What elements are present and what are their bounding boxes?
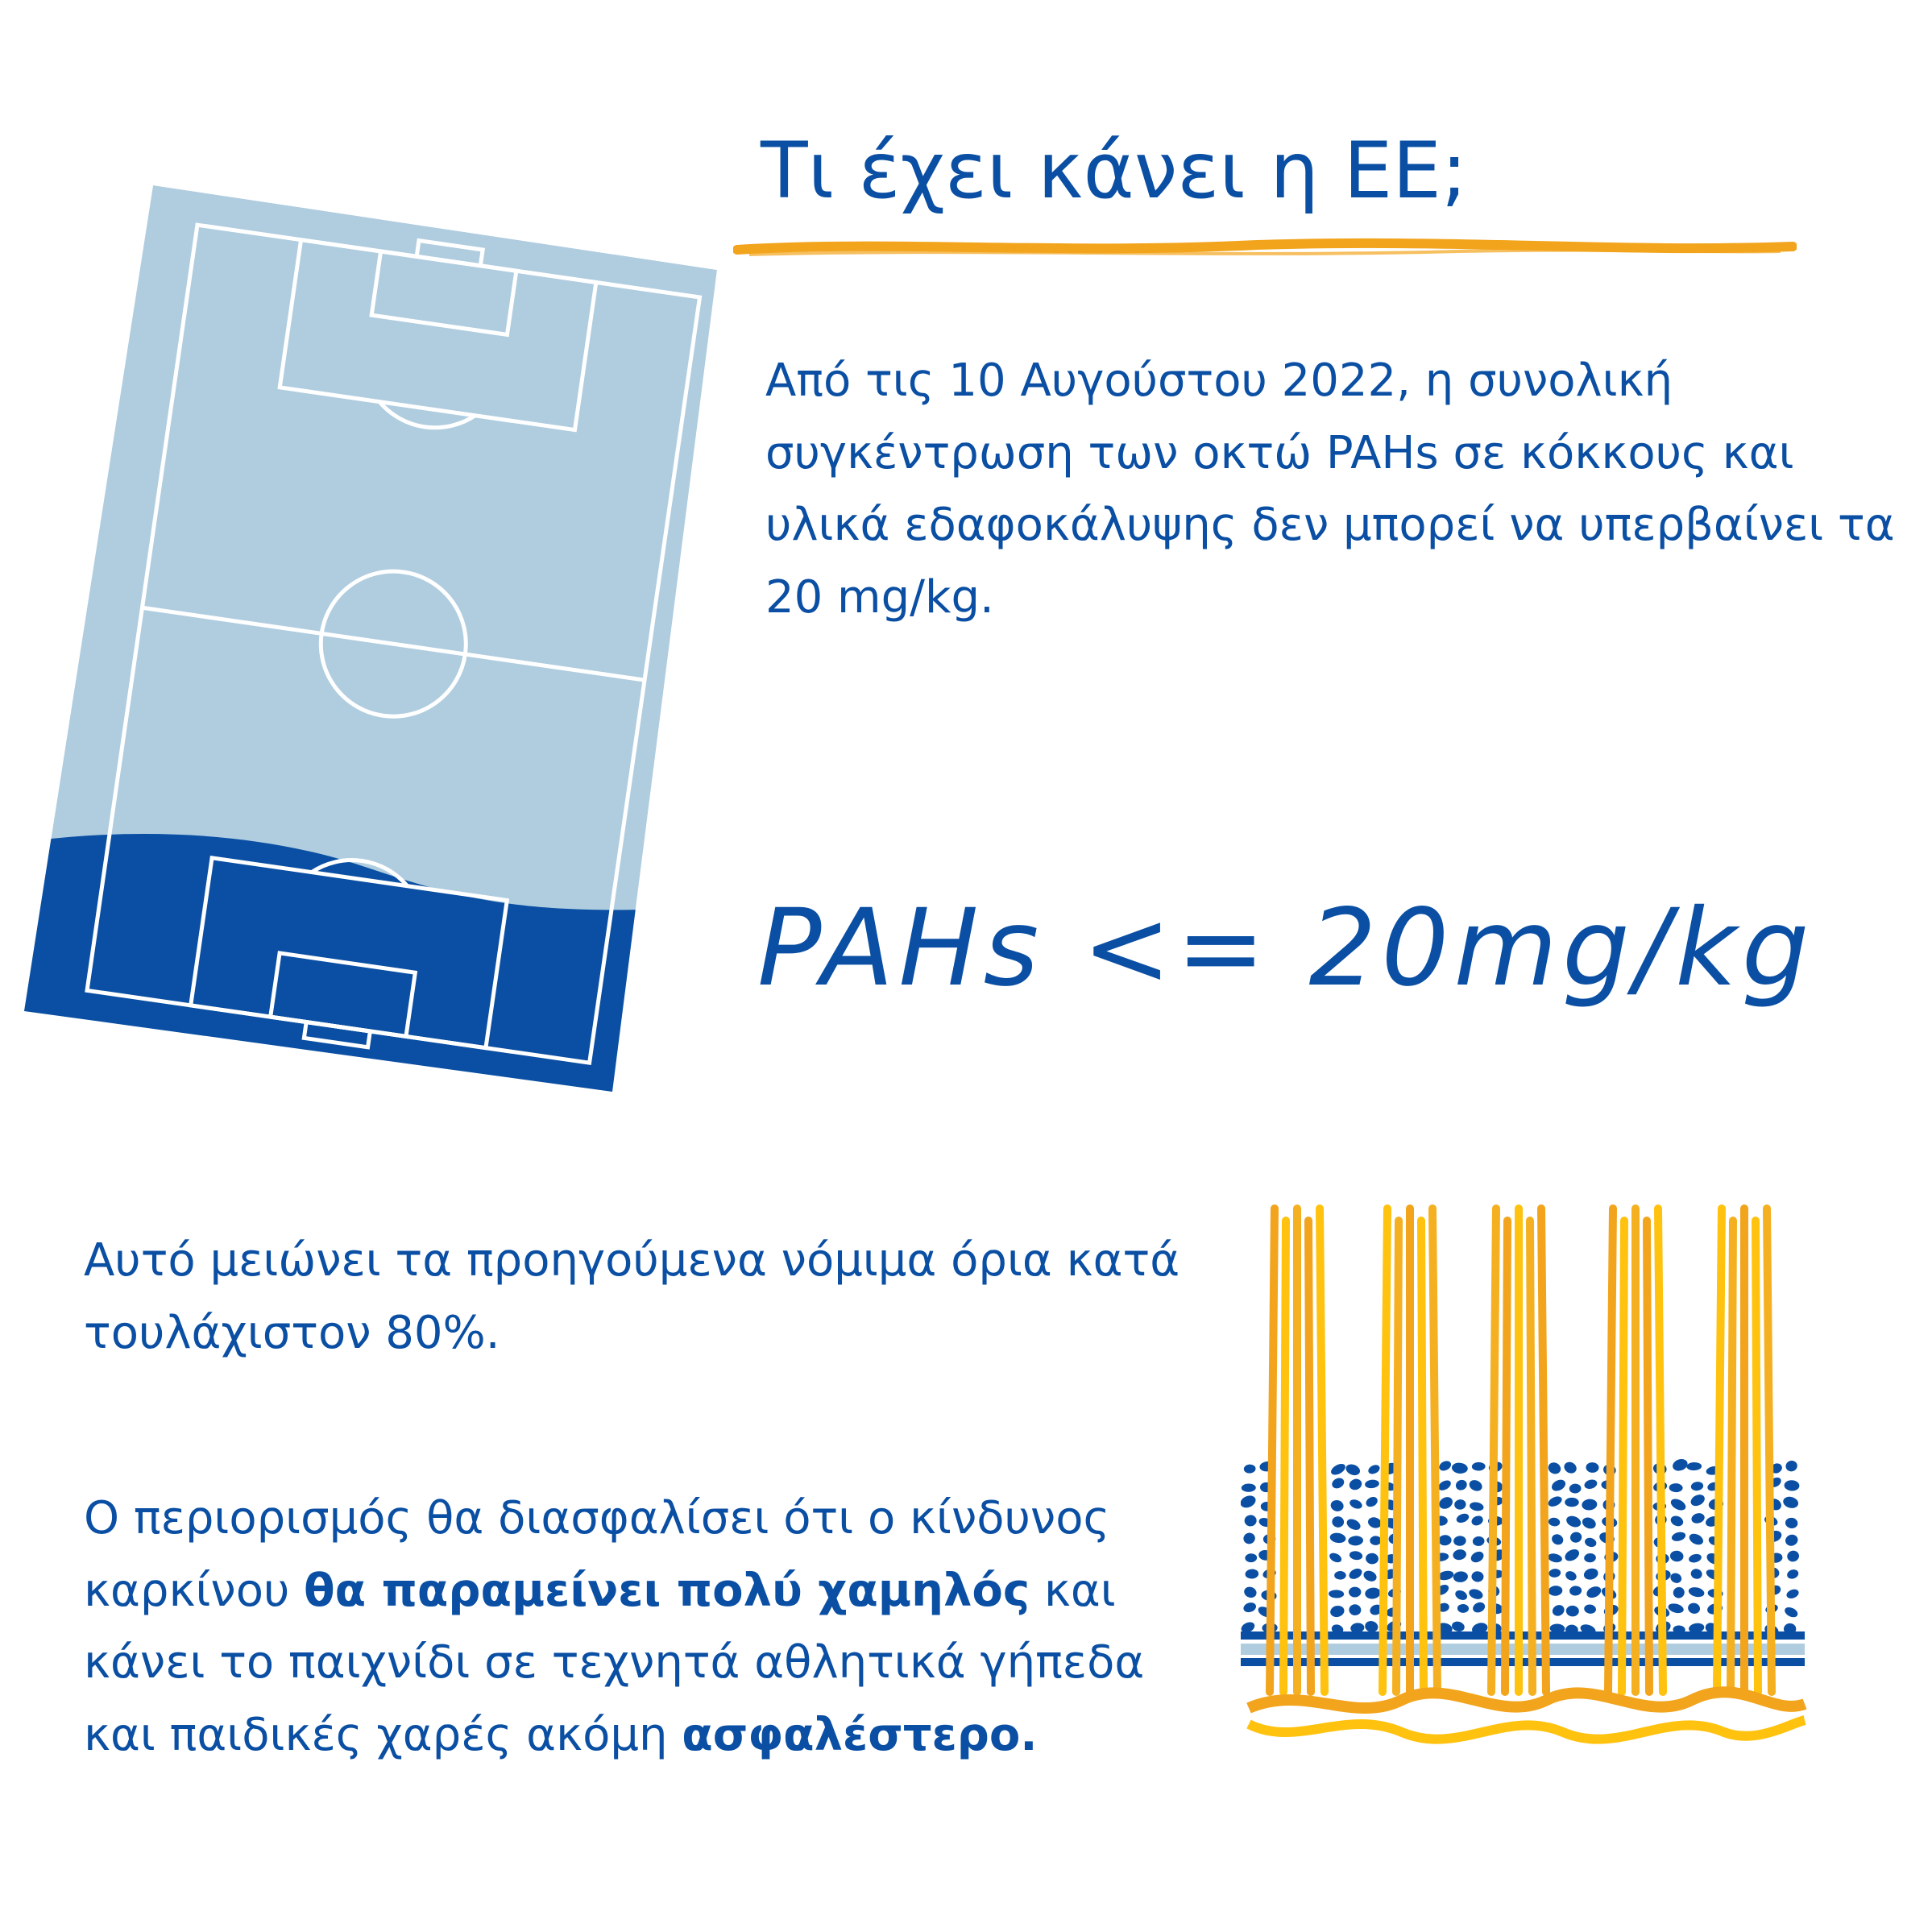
infill-granule	[1785, 1588, 1800, 1600]
infill-granule	[1362, 1569, 1378, 1583]
infill-granule	[1686, 1462, 1702, 1471]
infill-granule	[1548, 1517, 1561, 1527]
restriction-emphasis-1: θα παραμείνει πολύ χαμηλός	[304, 1564, 1030, 1617]
infill-granule	[1438, 1535, 1452, 1546]
infill-granule	[1689, 1568, 1703, 1581]
infill-granule	[1671, 1457, 1689, 1473]
infill-granule	[1329, 1461, 1347, 1477]
infill-granule	[1329, 1590, 1344, 1598]
turf-fibre	[1491, 1209, 1496, 1692]
turf-fibre	[1383, 1209, 1387, 1692]
infill-granule	[1550, 1532, 1565, 1547]
infill-granule	[1454, 1478, 1469, 1492]
turf-fibre	[1421, 1221, 1424, 1692]
infill-granule	[1245, 1569, 1258, 1579]
restriction-paragraph	[84, 1482, 1212, 1771]
infill-granule	[1784, 1533, 1799, 1548]
turf-fibre	[1756, 1221, 1758, 1692]
infill-granule	[1547, 1495, 1564, 1509]
infill-granule	[1687, 1532, 1705, 1547]
infill-granule	[1562, 1460, 1578, 1475]
artificial-turf-illustration	[1241, 1192, 1813, 1805]
infill-granule	[1581, 1515, 1598, 1531]
infill-granule	[1241, 1494, 1258, 1510]
infill-granule	[1786, 1549, 1801, 1563]
infill-granule	[1472, 1536, 1485, 1546]
restriction-text-2: και κάνει το παιχνίδι σε τεχνητά αθλητικά γήπεδα και παιδικές χαρές ακόμη	[84, 1564, 1145, 1761]
infill-granule	[1565, 1498, 1579, 1507]
turf-fibre	[1396, 1221, 1399, 1692]
infill-granule	[1453, 1571, 1468, 1583]
infill-granule	[1584, 1536, 1598, 1549]
infill-granule	[1331, 1515, 1345, 1528]
infill-granule	[1550, 1478, 1568, 1493]
infill-granule	[1669, 1550, 1684, 1562]
infill-granule	[1453, 1536, 1467, 1547]
turf-fibre	[1622, 1221, 1624, 1692]
title-underline	[733, 234, 1797, 266]
infill-granule	[1569, 1531, 1583, 1544]
turf-fibre	[1320, 1209, 1325, 1692]
infill-granule	[1365, 1479, 1380, 1489]
infill-granule	[1688, 1586, 1706, 1598]
infill-granule	[1348, 1536, 1363, 1546]
infill-granule	[1669, 1483, 1682, 1493]
pahs-limit-formula: PAHs <= 20mg/kg	[757, 886, 1814, 1010]
turf-fibre	[1530, 1221, 1532, 1692]
infill-granule	[1349, 1586, 1362, 1597]
infill-granule	[1550, 1603, 1566, 1619]
infill-granule	[1453, 1499, 1466, 1510]
infill-granule	[1671, 1585, 1686, 1600]
infill-granule	[1583, 1478, 1598, 1490]
infill-granule	[1329, 1604, 1345, 1619]
infill-granule	[1244, 1515, 1257, 1527]
infill-granule	[1585, 1584, 1602, 1600]
infill-granule	[1451, 1620, 1466, 1633]
infill-granule	[1785, 1459, 1798, 1473]
infill-granule	[1245, 1553, 1257, 1563]
infill-granule	[1582, 1499, 1598, 1511]
infill-granule	[1786, 1568, 1800, 1580]
infill-granule	[1687, 1602, 1702, 1615]
infill-granule	[1469, 1501, 1484, 1511]
turf-fibre	[1731, 1221, 1733, 1692]
infill-granule	[1344, 1462, 1362, 1478]
turf-fibre	[1432, 1209, 1437, 1692]
infill-granule	[1242, 1601, 1258, 1614]
infill-granule	[1548, 1585, 1563, 1596]
infill-granule	[1347, 1566, 1363, 1581]
infill-granule	[1345, 1517, 1362, 1532]
infill-granule	[1242, 1585, 1258, 1599]
infill-granule	[1667, 1602, 1685, 1615]
infill-granule	[1364, 1495, 1379, 1509]
infill-granule	[1451, 1462, 1468, 1474]
infill-granule	[1569, 1586, 1582, 1597]
infill-granule	[1329, 1532, 1347, 1544]
infill-granule	[1669, 1497, 1687, 1513]
infill-granule	[1330, 1476, 1345, 1490]
infill-granule	[1349, 1603, 1362, 1615]
turf-fibre	[1717, 1209, 1722, 1692]
infill-granule	[1348, 1477, 1364, 1491]
page-title: Τι έχει κάνει η ΕΕ;	[761, 126, 1468, 216]
infill-granule	[1364, 1586, 1381, 1599]
infill-granule	[1370, 1536, 1382, 1545]
turf-fibre	[1308, 1221, 1311, 1692]
infill-granule	[1565, 1514, 1582, 1529]
infill-granule	[1690, 1481, 1704, 1491]
turf-fibre	[1647, 1221, 1649, 1692]
turf-fibre	[1658, 1209, 1663, 1692]
intro-paragraph: Από τις 10 Αυγούστου 2022, η συνολική συγκέντρωση των οκτώ PAHs σε κόκκους και υλικά εδαφοκάλυψης δεν μπορεί να υπερβαίνει τα 20 mg/kg.	[765, 354, 1895, 624]
infill-granule	[1242, 1483, 1256, 1492]
infill-granule	[1328, 1551, 1343, 1564]
infill-granule	[1669, 1514, 1685, 1528]
infill-granule	[1689, 1492, 1706, 1508]
football-pitch-illustration	[24, 181, 733, 1100]
infill-granule	[1437, 1495, 1455, 1511]
restriction-emphasis-2: ασφαλέστερο.	[682, 1708, 1038, 1761]
turf-fibre	[1541, 1209, 1546, 1692]
infill-granule	[1453, 1589, 1469, 1602]
infill-granule	[1547, 1553, 1563, 1564]
infill-granule	[1349, 1550, 1363, 1561]
infill-granule	[1457, 1604, 1470, 1614]
infill-granule	[1690, 1511, 1706, 1524]
infill-granule	[1584, 1553, 1597, 1562]
infill-granule	[1471, 1571, 1484, 1582]
infill-granule	[1671, 1531, 1687, 1543]
infill-granule	[1468, 1587, 1485, 1601]
infill-granule	[1243, 1464, 1255, 1474]
infill-granule	[1366, 1553, 1379, 1565]
infill-granule	[1467, 1478, 1484, 1493]
turf-fibre	[1270, 1209, 1275, 1692]
infill-granule	[1329, 1499, 1345, 1512]
infill-granule	[1783, 1605, 1799, 1619]
infill-granule	[1565, 1605, 1579, 1617]
infill-granule	[1470, 1514, 1485, 1527]
infill-granule	[1455, 1512, 1470, 1525]
infill-granule	[1366, 1463, 1381, 1476]
turf-fibre	[1505, 1221, 1507, 1692]
infill-granule	[1583, 1604, 1596, 1615]
turf-fibre	[1283, 1221, 1286, 1692]
infill-granule	[1569, 1483, 1581, 1494]
infill-granule	[1471, 1600, 1486, 1614]
infill-granule	[1452, 1549, 1467, 1561]
turf-fibre	[1767, 1209, 1772, 1692]
infill-granule	[1437, 1459, 1453, 1473]
infill-granule	[1784, 1480, 1799, 1491]
reduction-paragraph: Αυτό μειώνει τα προηγούμενα νόμιμα όρια κατά τουλάχιστον 80%.	[84, 1234, 1180, 1359]
restriction-text-1: Ο περιορισμός θα διασφαλίσει ότι ο κίνδυνος καρκίνου	[84, 1492, 1110, 1617]
infill-granule	[1785, 1517, 1798, 1529]
infill-granule	[1334, 1571, 1346, 1580]
infill-granule	[1564, 1569, 1578, 1582]
infill-granule	[1688, 1553, 1702, 1564]
infill-granule	[1242, 1532, 1257, 1545]
infill-granule	[1546, 1461, 1562, 1476]
turf-fibre	[1608, 1209, 1613, 1692]
infill-granule	[1349, 1498, 1364, 1511]
infill-granule	[1782, 1495, 1800, 1510]
infill-granule	[1582, 1567, 1599, 1582]
infill-granule	[1586, 1462, 1599, 1474]
infill-granule	[1469, 1549, 1485, 1565]
infill-granule	[1549, 1568, 1561, 1578]
infill-granule	[1563, 1547, 1582, 1563]
infill-granule	[1669, 1571, 1683, 1585]
infill-granule	[1472, 1462, 1486, 1471]
